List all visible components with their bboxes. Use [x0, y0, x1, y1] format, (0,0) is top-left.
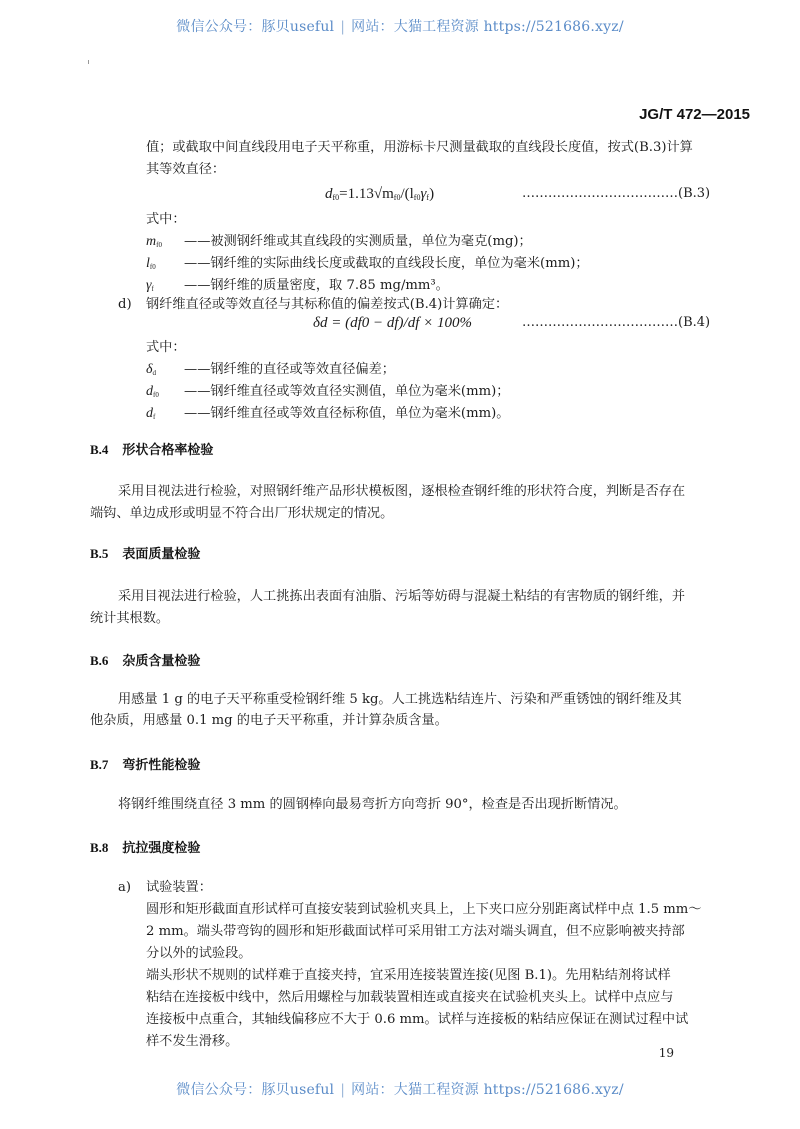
symbol-def-df: $d_f$ ——钢纤维直径或等效直径标称值，单位为毫米(mm)。	[146, 406, 510, 421]
item-a-para2-line-2: 粘结在连接板中线中，然后用螺栓与加载装置相连或直接夹在试验机夹头上。试样中点应与	[146, 990, 674, 1005]
item-a-para1-line-3: 分以外的试验段。	[146, 946, 252, 961]
section-heading-b7: B.7 弯折性能检验	[90, 757, 201, 773]
equation-number-b3: ………………………………(B.3)	[522, 186, 711, 201]
item-a-para1-line-1: 圆形和矩形截面直形试样可直接安装到试验机夹具上，上下夹口应分别距离试样中点 1.5 mm～	[146, 902, 702, 917]
section-b4-line-1: 采用目视法进行检验，对照钢纤维产品形状模板图，逐根检查钢纤维的形状符合度，判断是否存在	[118, 484, 686, 499]
section-heading-b6: B.6 杂质含量检验	[90, 653, 201, 669]
section-b6-line-2: 他杂质，用感量 0.1 mg 的电子天平称重，并计算杂质含量。	[90, 713, 448, 728]
section-b5-line-1: 采用目视法进行检验，人工挑拣出表面有油脂、污垢等妨碍与混凝土粘结的有害物质的钢纤维，并	[118, 589, 686, 604]
where-label-b3: 式中：	[146, 212, 186, 227]
section-b5-line-2: 统计其根数。	[90, 611, 170, 626]
watermark-wechat: 微信公众号：豚贝useful	[176, 19, 335, 35]
section-b7-line-1: 将钢纤维围绕直径 3 mm 的圆钢棒向最易弯折方向弯折 90°，检查是否出现折断情况。	[118, 797, 627, 812]
watermark-wechat: 微信公众号：豚贝useful	[176, 1082, 335, 1098]
section-b4-line-2: 端钩、单边成形或明显不符合出厂形状规定的情况。	[90, 506, 394, 521]
symbol-def-gamma: $\gamma_f$ ——钢纤维的质量密度，取 7.85 mg/mm³。	[146, 278, 449, 293]
watermark-site: 网站：大猫工程资源 https://521686.xyz/	[351, 1082, 624, 1098]
symbol-def-delta: $\delta_d$ ——钢纤维的直径或等效直径偏差；	[146, 362, 395, 377]
section-heading-b8: B.8 抗拉强度检验	[90, 840, 201, 856]
watermark-bottom	[0, 1079, 800, 1099]
section-heading-b5: B.5 表面质量检验	[90, 546, 201, 562]
scan-mark	[88, 60, 89, 64]
watermark-top	[0, 16, 800, 36]
watermark-separator: |	[340, 1082, 346, 1098]
standard-code: JG/T 472—2015	[639, 106, 750, 123]
item-a-para2-line-4: 样不发生滑移。	[146, 1034, 239, 1049]
item-d-marker: d)	[118, 297, 132, 312]
section-b6-line-1: 用感量 1 g 的电子天平称重受检钢纤维 5 kg。人工挑选粘结连片、污染和严重锈蚀的钢纤维及其	[118, 692, 682, 707]
item-d-text: 钢纤维直径或等效直径与其标称值的偏差按式(B.4)计算确定：	[146, 297, 509, 312]
section-heading-b4: B.4 形状合格率检验	[90, 442, 214, 458]
item-a-title: 试验装置：	[146, 880, 212, 895]
intro-line-2: 其等效直径：	[146, 162, 226, 177]
item-a-para2-line-3: 连接板中点重合，其轴线偏移应不大于 0.6 mm。试样与连接板的粘结应保证在测试过程中试	[146, 1012, 689, 1027]
where-label-b4: 式中：	[146, 340, 186, 355]
symbol-def-l: $l_{f0}$ ——钢纤维的实际曲线长度或截取的直线段长度，单位为毫米(mm)；	[146, 256, 589, 271]
symbol-def-m: $m_{f0}$ ——被测钢纤维或其直线段的实测质量，单位为毫克(mg)；	[146, 234, 532, 249]
intro-line-1: 值；或截取中间直线段用电子天平称重，用游标卡尺测量截取的直线段长度值，按式(B.3)计算	[146, 140, 693, 155]
symbol-def-df0: $d_{f0}$ ——钢纤维直径或等效直径实测值，单位为毫米(mm)；	[146, 384, 510, 399]
formula-b4: δd = (df0 − df)/df × 100%	[313, 315, 472, 331]
page-number: 19	[658, 1046, 674, 1060]
item-a-para1-line-2: 2 mm。端头带弯钩的圆形和矩形截面试样可采用钳工方法对端头调直，但不应影响被夹持部	[146, 924, 685, 939]
equation-number-b4: ………………………………(B.4)	[522, 315, 711, 330]
watermark-site: 网站：大猫工程资源 https://521686.xyz/	[351, 19, 624, 35]
watermark-separator: |	[340, 19, 346, 35]
item-a-para2-line-1: 端头形状不规则的试样难于直接夹持，宜采用连接装置连接(见图 B.1)。先用粘结剂将试样	[146, 968, 671, 983]
item-a-marker: a)	[118, 880, 132, 895]
formula-b3: $d_{f0}=1.13√m_{f0}/(l_{f0}\gamma_f)$	[325, 186, 435, 202]
